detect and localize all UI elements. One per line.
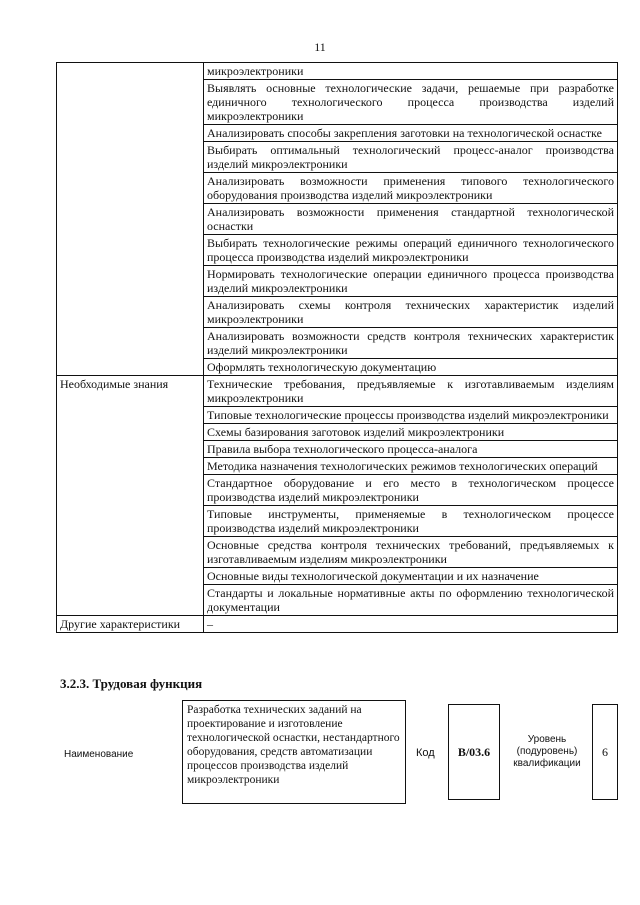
code-label: Код xyxy=(416,747,435,759)
page-number: 11 xyxy=(314,40,326,54)
row-label: Необходимые знания xyxy=(57,376,204,616)
section-title: 3.2.3. Трудовая функция xyxy=(60,676,203,691)
level-value-box: 6 xyxy=(592,704,618,800)
row-item: Типовые технологические процессы производства изделий микроэлектроники xyxy=(204,407,618,424)
row-item: Нормировать технологические операции единичного процесса производства изделий микроэлектроники xyxy=(204,266,618,297)
row-item: Правила выбора технологического процесса-аналога xyxy=(204,441,618,458)
row-item: Анализировать возможности средств контроля технических характеристик изделий микроэлектроники xyxy=(204,328,618,359)
row-item: Технические требования, предъявляемые к изготавливаемым изделиям микроэлектроники xyxy=(204,376,618,407)
row-item: Схемы базирования заготовок изделий микроэлектроники xyxy=(204,424,618,441)
row-item: – xyxy=(204,616,618,633)
row-item: Основные средства контроля технических требований, предъявляемых к изготавливаемым изделиям микроэлектроники xyxy=(204,537,618,568)
row-item: Анализировать возможности применения стандартной технологической оснастки xyxy=(204,204,618,235)
row-item: Выявлять основные технологические задачи, решаемые при разработке единичного технологического процесса производства изделий микроэлектроники xyxy=(204,80,618,125)
row-item: Типовые инструменты, применяемые в технологическом процессе производства изделий микроэлектроники xyxy=(204,506,618,537)
requirements-table xyxy=(56,62,618,633)
name-label: Наименование xyxy=(64,749,134,760)
table-row xyxy=(57,63,618,80)
code-value-box: B/03.6 xyxy=(448,704,500,800)
row-item: Выбирать технологические режимы операций единичного технологического процесса производства изделий микроэлектроники xyxy=(204,235,618,266)
row-item: Выбирать оптимальный технологический процесс-аналог производства изделий микроэлектроники xyxy=(204,142,618,173)
labor-function-block xyxy=(60,700,620,810)
row-label xyxy=(57,63,204,376)
row-item: Анализировать возможности применения типового технологического оборудования производства изделий микроэлектроники xyxy=(204,173,618,204)
row-label: Другие характеристики xyxy=(57,616,204,633)
level-label: Уровень (подуровень) квалификации xyxy=(513,734,581,769)
row-item: микроэлектроники xyxy=(204,63,618,80)
table-row xyxy=(57,376,618,407)
table-row xyxy=(57,616,618,633)
row-item: Методика назначения технологических режимов технологических операций xyxy=(204,458,618,475)
row-item: Основные виды технологической документации и их назначение xyxy=(204,568,618,585)
row-item: Оформлять технологическую документацию xyxy=(204,359,618,376)
name-value-box: Разработка технических заданий на проектирование и изготовление технологической оснастки, нестандартного оборудования, средств автоматизации процессов производства изделий микроэлектроники xyxy=(182,700,406,804)
row-item: Стандартное оборудование и его место в технологическом процессе производства изделий микроэлектроники xyxy=(204,475,618,506)
row-item: Анализировать способы закрепления заготовки на технологической оснастке xyxy=(204,125,618,142)
row-item: Стандарты и локальные нормативные акты по оформлению технологической документации xyxy=(204,585,618,616)
row-item: Анализировать схемы контроля технических характеристик изделий микроэлектроники xyxy=(204,297,618,328)
